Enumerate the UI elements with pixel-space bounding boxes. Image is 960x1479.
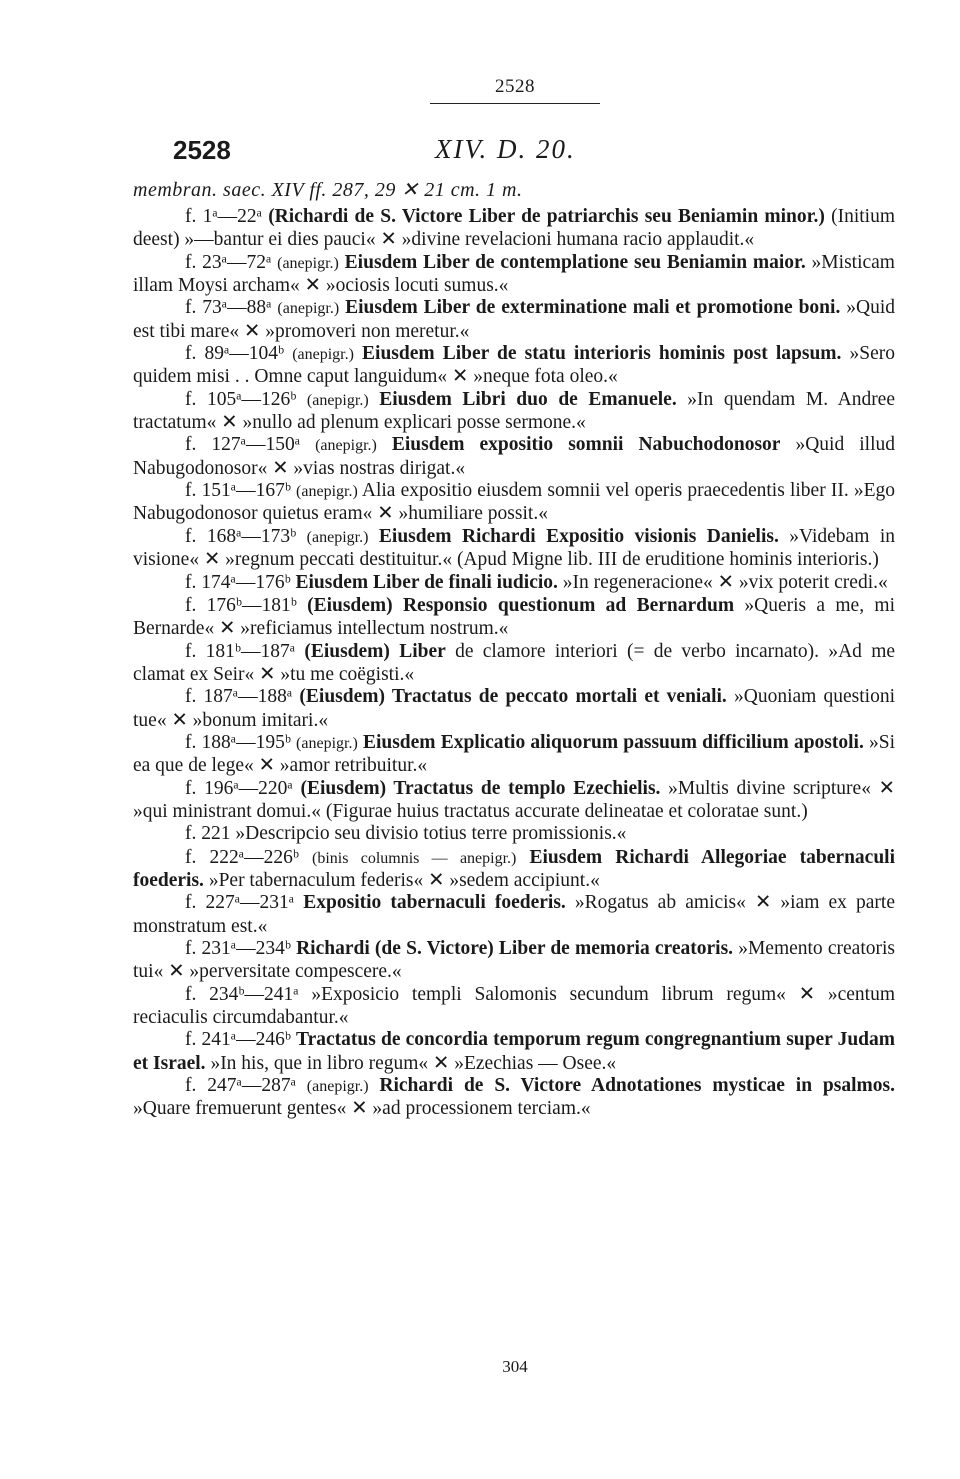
content-entry — [133, 778, 895, 824]
folio-range: f. 105ᵃ—126ᵇ — [185, 388, 297, 410]
folio-range: f. 196ᵃ—220ᵃ — [185, 777, 293, 799]
content-entry — [133, 641, 895, 687]
entry-title: Tractatus de concordia temporum regum congregnantium super Judam et Israel. — [133, 1029, 896, 1074]
entry-note: (anepigr.) — [277, 254, 339, 272]
folio-range: f. 231ᵃ—234ᵇ — [185, 938, 291, 959]
physical-description: membran. saec. XIV ff. 287, 29 ✕ 21 cm. 1 m. — [133, 179, 523, 201]
content-entry — [133, 892, 895, 938]
folio-range: f. 222ᵃ—226ᵇ — [185, 846, 299, 868]
entry-text: »Quoniam questioni tue« ✕ »bonum imitari.« — [133, 686, 895, 731]
entry-text: »Misticam illam Moysi archam« ✕ »ociosis locuti sumus.« — [133, 251, 895, 297]
entry-note: (anepigr.) — [292, 346, 354, 364]
entry-title: Eiusdem Explicatio aliquorum passuum difficilium apostoli. — [362, 731, 864, 753]
entry-number: 2528 — [173, 135, 231, 165]
content-entry — [133, 847, 895, 893]
entry-text: »Memento creatoris tui« ✕ »perversitate compescere.« — [133, 938, 895, 983]
entry-text: »Quare fremuerunt gentes« ✕ »ad processionem terciam.« — [133, 1098, 591, 1120]
entry-text: »Si ea que de lege« ✕ »amor retribuitur.« — [133, 731, 896, 777]
content-entry — [133, 1029, 895, 1075]
folio-range: f. 247ᵃ—287ᵃ — [185, 1075, 296, 1097]
content-entry — [133, 572, 895, 595]
content-entry — [133, 343, 895, 389]
folio-range: f. 241ᵃ—246ᵇ — [185, 1029, 291, 1051]
entry-text: »Rogatus ab amicis« ✕ »iam ex parte monstratum est.« — [133, 892, 896, 937]
folio-range: f. 176ᵇ—181ᵇ — [185, 594, 297, 616]
entry-text: »Per tabernaculum federis« ✕ »sedem accipiunt.« — [203, 869, 600, 891]
entry-note: (anepigr.) — [306, 1078, 369, 1096]
folio-range: f. 127ᵃ—150ᵃ — [185, 434, 301, 456]
entry-text: »Quid illud Nabugodonosor« ✕ »vias nostras dirigat.« — [133, 434, 895, 479]
shelfmark: XIV. D. 20. — [435, 134, 576, 164]
header-rule — [430, 103, 600, 104]
entry-text: »Sero quidem misi . . Omne caput languidum« ✕ »neque fota oleo.« — [133, 343, 896, 388]
entry-title: Richardi de S. Victore Adnotationes mysticae in psalmos. — [379, 1075, 895, 1097]
folio-range: f. 73ᵃ—88ᵃ — [185, 297, 272, 319]
entry-text: »Multis divine scripture« ✕ »qui ministrant domui.« (Figurae huius tractatus accurate delineatae et coloratae sunt.) — [133, 777, 896, 822]
entry-text: »Descripcio seu divisio totius terre promissionis.« — [235, 823, 627, 845]
entry-title: Eiusdem Richardi Expositio visionis Danielis. — [378, 525, 779, 547]
content-entry — [133, 434, 895, 480]
folio-range: f. 187ᵃ—188ᵃ — [185, 686, 293, 708]
folio-range: f. 174ᵃ—176ᵇ — [185, 571, 291, 593]
folio-range: f. 168ᵃ—173ᵇ — [185, 525, 297, 547]
entry-text: »Videbam in visione« ✕ »regnum peccati destituitur.« (Apud Migne lib. III de eruditione hominis interioris.) — [133, 525, 895, 571]
entry-title: Expositio tabernaculi foederis. — [303, 892, 566, 914]
folio-range: f. 151ᵃ—167ᵇ — [185, 480, 291, 502]
contents-list — [133, 206, 895, 1121]
entry-note: (anepigr.) — [296, 483, 358, 501]
content-entry — [133, 595, 895, 641]
content-entry — [133, 389, 895, 435]
entry-title: Eiusdem Liber de exterminatione mali et promotione boni. — [345, 297, 841, 319]
entry-note: (anepigr.) — [277, 300, 340, 318]
folio-range: f. 1ᵃ—22ᵃ — [185, 206, 262, 227]
content-entry — [133, 252, 895, 298]
entry-text: »Exposicio templi Salomonis secundum librum regum« ✕ »centum reciaculis circumdabantur.« — [133, 983, 895, 1029]
entry-title: Eiusdem Libri duo de Emanuele. — [379, 388, 677, 410]
entry-text: »In regeneracione« ✕ »vix poterit credi.« — [557, 571, 888, 593]
folio-range: f. 221 — [185, 823, 231, 845]
folio-range: f. 181ᵇ—187ᵃ — [185, 640, 296, 662]
folio-range: f. 89ᵃ—104ᵇ — [185, 343, 285, 365]
entry-title: (Richardi de S. Victore Liber de patriarchis seu Beniamin minor.) — [268, 206, 825, 227]
entry-title: (Eiusdem) Liber — [304, 640, 446, 662]
entry-title: Eiusdem Liber de statu interioris hominis post lapsum. — [362, 343, 842, 365]
entry-title: (Eiusdem) Tractatus de peccato mortali et veniali. — [299, 686, 727, 708]
entry-title: (Eiusdem) Responsio questionum ad Bernardum — [307, 594, 735, 616]
entry-note: (anepigr.) — [296, 734, 358, 752]
entry-text: (Initium deest) »—bantur ei dies pauci« ✕ »divine revelacioni humana racio applaudit.« — [133, 206, 895, 251]
entry-title: Richardi (de S. Victore) Liber de memoria creatoris. — [296, 938, 734, 959]
entry-note: (binis columnis — anepigr.) — [312, 849, 517, 867]
content-entry — [133, 686, 895, 732]
folio-range: f. 188ᵃ—195ᵇ — [185, 731, 291, 753]
entry-note: (anepigr.) — [306, 528, 369, 546]
entry-note: (anepigr.) — [315, 437, 377, 455]
entry-text: Alia expositio eiusdem somnii vel operis praecedentis liber II. »Ego Nabugodonosor quietus eram« ✕ »humiliare possit.« — [133, 480, 895, 525]
entry-text: de clamore interiori (= de verbo incarnato). »Ad me clamat ex Seir« ✕ »tu me coëgisti.« — [133, 640, 896, 685]
entry-title: Eiusdem Liber de finali iudicio. — [295, 571, 558, 593]
entry-title: (Eiusdem) Tractatus de templo Ezechielis. — [300, 777, 661, 799]
content-entry — [133, 732, 895, 778]
content-entry — [133, 938, 895, 984]
folio-range: f. 227ᵃ—231ᵃ — [185, 892, 295, 914]
entry-text: »Queris a me, mi Bernarde« ✕ »reficiamus intellectum nostrum.« — [133, 594, 895, 640]
entry-text: »In his, que in libro regum« ✕ »Ezechias — Osee.« — [205, 1052, 617, 1074]
entry-text: »Quid est tibi mare« ✕ »promoveri non meretur.« — [133, 297, 896, 342]
entry-note: (anepigr.) — [306, 391, 369, 409]
folio-range: f. 23ᵃ—72ᵃ — [185, 251, 272, 273]
folio-range: f. 234ᵇ—241ᵃ — [185, 983, 299, 1005]
content-entry — [133, 480, 895, 526]
entry-text: »In quendam M. Andree tractatum« ✕ »nullo ad plenum explicari posse sermone.« — [133, 388, 895, 434]
content-entry — [133, 526, 895, 572]
entry-title: Eiusdem Richardi Allegoriae tabernaculi foederis. — [133, 846, 895, 891]
content-entry — [133, 823, 895, 846]
content-entry — [133, 206, 895, 252]
content-entry — [133, 1075, 895, 1121]
entry-title: Eiusdem expositio somnii Nabuchodonosor — [391, 434, 781, 456]
content-entry — [133, 297, 895, 343]
content-entry — [133, 984, 895, 1030]
running-head: 2528 — [495, 76, 535, 97]
entry-title: Eiusdem Liber de contemplatione seu Beniamin maior. — [344, 251, 806, 273]
page-number: 304 — [502, 1357, 528, 1376]
